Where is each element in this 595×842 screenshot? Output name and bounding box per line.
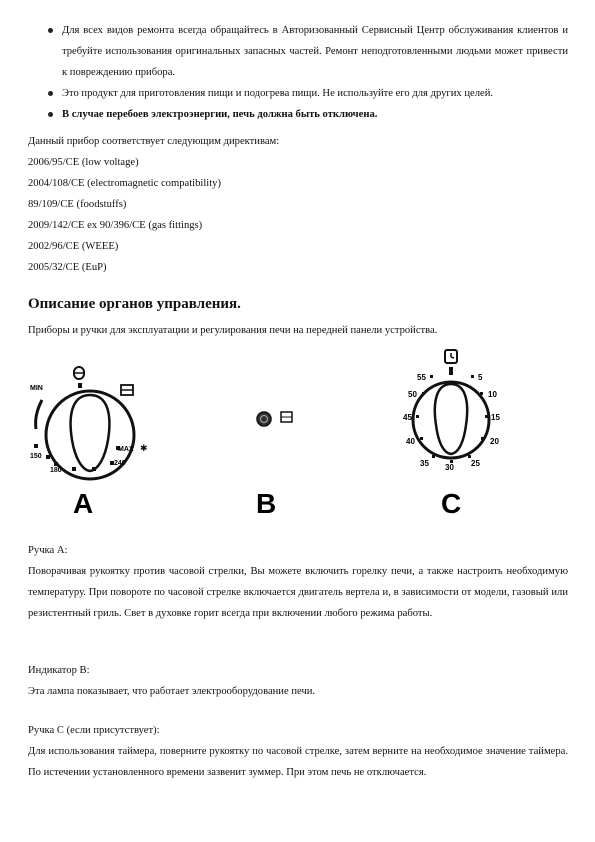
knob-c-label: Ручка С (если присутствует): [28,725,160,736]
bullet-dot [48,112,53,117]
timer-label-10: 10 [488,390,497,399]
directive-item: 2004/108/CE (electromagnetic compatibility) [28,178,221,189]
knob-a-240-label: 240 [114,460,126,467]
grill-flame-icon: ✱ [140,443,148,453]
timer-label-30: 30 [445,463,454,472]
knob-a-min-arc [36,400,42,429]
timer-label-5: 5 [478,373,483,382]
bullet-dot [48,91,53,96]
knob-c [403,350,500,519]
timer-label-25: 25 [471,459,480,468]
knob-c-marker [449,367,453,375]
knob-c-text: Для использования таймера, поверните рукоятку по часовой стрелке, затем верните на необходимое значение таймера. По истечении установленного времени зазвенит зуммер. При этом печь не отключается. [28,746,568,778]
knob-a [30,367,148,519]
controls-intro: Приборы и ручки для эксплуатации и регулирования печи на передней панели устройства. [28,325,438,336]
bullet-text: Для всех видов ремонта всегда обращайтесь в Авторизованный Сервисный Центр обслуживания клиентов и требуйте использования оригинальных запасных частей. Ремонт неподготовленными людьми может привести к повреждению прибора. [62,25,568,78]
indicator-b-description [28,660,568,702]
timer-label-50: 50 [408,390,417,399]
indicator-b-text: Эта лампа показывает, что работает электрооборудование печи. [28,686,316,697]
timer-label-55: 55 [417,373,426,382]
control-panel-illustration [28,345,568,520]
bullet-dot [48,28,53,33]
knob-a-text: Поворачивая рукоятку против часовой стрелки, Вы можете включить горелку печи, а также настроить необходимую температуру. При повороте по часовой стрелке включается двигатель вертела и, в зависимости от модели, газовый или резистентный гриль. Свет в духовке горит всегда при включении любого режима работы. [28,566,568,619]
directive-item: 2006/95/CE (low voltage) [28,157,139,168]
indicator-lamp [257,412,271,426]
safety-bullet-list [28,20,568,125]
bullet-text: В случае перебоев электроэнергии, печь должна быть отключена. [62,109,378,120]
knob-a-description [28,540,568,624]
timer-label-20: 20 [490,437,499,446]
knob-c-description [28,720,568,783]
knob-a-max-label: MAX [118,446,134,453]
knob-a-150-label: 150 [30,453,42,460]
directive-item: 2002/96/CE (WEEE) [28,241,119,252]
indicator-b-letter: B [256,488,277,519]
timer-label-40: 40 [406,437,415,446]
bullet-item [28,20,568,83]
directive-item: 89/109/CE (foodstuffs) [28,199,127,210]
knob-a-min-label: MIN [30,385,43,392]
timer-label-45: 45 [403,413,412,422]
directives-intro: Данный прибор соответствует следующим директивам: [28,136,280,147]
timer-label-35: 35 [420,459,429,468]
control-panel-drawing [28,345,568,520]
controls-section-title: Описание органов управления. [28,296,241,312]
knob-a-180-label: 180 [50,467,62,474]
bullet-text: Это продукт для приготовления пищи и подогрева пищи. Не используйте его для других целей. [62,88,494,99]
directive-item: 2005/32/CE (EuP) [28,262,107,273]
knob-a-marker [78,383,82,388]
indicator-b [256,412,292,519]
timer-label-15: 15 [491,413,500,422]
directives-block [28,131,568,278]
indicator-b-label: Индикатор В: [28,665,90,676]
bullet-item [28,104,568,125]
knob-a-label: Ручка А: [28,545,68,556]
knob-a-letter: A [73,488,94,519]
bullet-item [28,83,568,104]
knob-c-letter: C [441,488,462,519]
directive-item: 2009/142/CE ex 90/396/CE (gas fittings) [28,220,203,231]
